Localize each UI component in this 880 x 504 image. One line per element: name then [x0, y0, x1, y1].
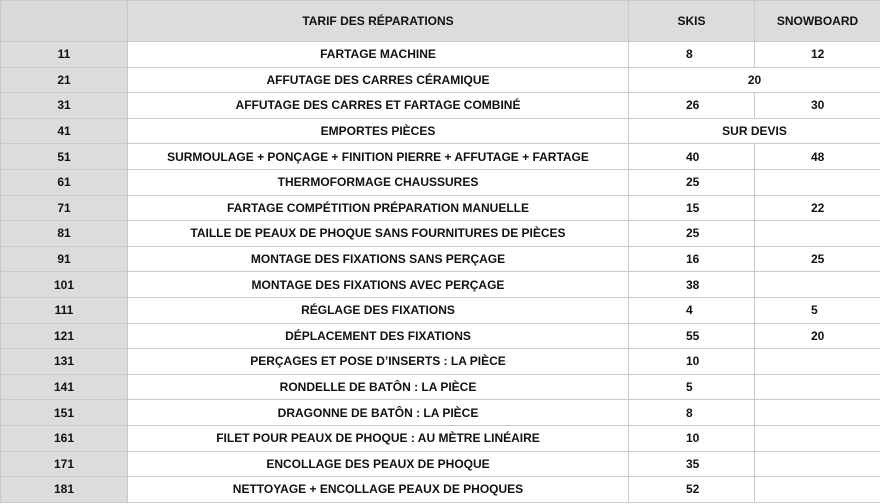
price-snowboard: [755, 451, 880, 477]
price-skis: 52: [629, 477, 755, 503]
row-number: 161: [1, 425, 128, 451]
price-snowboard: 5: [755, 297, 880, 323]
service-name: DRAGONNE DE BATÔN : LA PIÈCE: [128, 400, 629, 426]
price-snowboard: 22: [755, 195, 880, 221]
service-name: DÉPLACEMENT DES FIXATIONS: [128, 323, 629, 349]
service-name: AFFUTAGE DES CARRES CÉRAMIQUE: [128, 67, 629, 93]
service-name: RÉGLAGE DES FIXATIONS: [128, 297, 629, 323]
price-skis: 10: [629, 349, 755, 375]
row-number: 31: [1, 93, 128, 119]
table-row: [1, 42, 880, 68]
price-skis: 55: [629, 323, 755, 349]
table-row: [1, 195, 880, 221]
table-row: [1, 93, 880, 119]
row-number: 71: [1, 195, 128, 221]
service-name: AFFUTAGE DES CARRES ET FARTAGE COMBINÉ: [128, 93, 629, 119]
service-name: PERÇAGES ET POSE D’INSERTS : LA PIÈCE: [128, 349, 629, 375]
row-number: 41: [1, 118, 128, 144]
price-skis: 16: [629, 246, 755, 272]
row-number: 11: [1, 42, 128, 68]
row-number: 81: [1, 221, 128, 247]
price-snowboard: 20: [755, 323, 880, 349]
service-name: RONDELLE DE BATÔN : LA PIÈCE: [128, 374, 629, 400]
table-row: [1, 477, 880, 503]
row-number: 101: [1, 272, 128, 298]
table-row: [1, 221, 880, 247]
service-name: FILET POUR PEAUX DE PHOQUE : AU MÈTRE LINÉAIRE: [128, 425, 629, 451]
service-name: FARTAGE COMPÉTITION PRÉPARATION MANUELLE: [128, 195, 629, 221]
price-skis: 35: [629, 451, 755, 477]
table-row: [1, 451, 880, 477]
price-snowboard: [755, 272, 880, 298]
price-skis: 26: [629, 93, 755, 119]
service-name: THERMOFORMAGE CHAUSSURES: [128, 169, 629, 195]
row-number: 151: [1, 400, 128, 426]
row-number: 51: [1, 144, 128, 170]
price-snowboard: 12: [755, 42, 880, 68]
header-title: TARIF DES RÉPARATIONS: [128, 1, 629, 42]
price-skis: 4: [629, 297, 755, 323]
price-skis: 25: [629, 169, 755, 195]
price-snowboard: [755, 374, 880, 400]
row-number: 131: [1, 349, 128, 375]
price-skis: 15: [629, 195, 755, 221]
price-snowboard: [755, 169, 880, 195]
price-skis: 25: [629, 221, 755, 247]
service-name: EMPORTES PIÈCES: [128, 118, 629, 144]
price-snowboard: 48: [755, 144, 880, 170]
price-snowboard: [755, 349, 880, 375]
price-snowboard: [755, 400, 880, 426]
table-body: [1, 42, 880, 503]
row-number: 141: [1, 374, 128, 400]
service-name: SURMOULAGE + PONÇAGE + FINITION PIERRE + AFFUTAGE + FARTAGE: [128, 144, 629, 170]
price-skis: 40: [629, 144, 755, 170]
service-name: MONTAGE DES FIXATIONS SANS PERÇAGE: [128, 246, 629, 272]
price-snowboard: [755, 425, 880, 451]
row-number: 181: [1, 477, 128, 503]
row-number: 121: [1, 323, 128, 349]
header-corner-cell: [1, 1, 128, 42]
header-row: [1, 1, 880, 42]
service-name: TAILLE DE PEAUX DE PHOQUE SANS FOURNITURES DE PIÈCES: [128, 221, 629, 247]
table-row: [1, 169, 880, 195]
table-row: [1, 297, 880, 323]
table-row: [1, 272, 880, 298]
service-name: MONTAGE DES FIXATIONS AVEC PERÇAGE: [128, 272, 629, 298]
table-row: [1, 246, 880, 272]
price-skis: 8: [629, 400, 755, 426]
row-number: 21: [1, 67, 128, 93]
price-both: 20: [629, 67, 880, 93]
header-snowboard: SNOWBOARD: [755, 1, 880, 42]
row-number: 91: [1, 246, 128, 272]
table-row: [1, 323, 880, 349]
header-skis: SKIS: [629, 1, 755, 42]
price-both: SUR DEVIS: [629, 118, 880, 144]
price-snowboard: 30: [755, 93, 880, 119]
service-name: ENCOLLAGE DES PEAUX DE PHOQUE: [128, 451, 629, 477]
table-row: [1, 144, 880, 170]
table-row: [1, 400, 880, 426]
table-row: [1, 67, 880, 93]
table-row: [1, 374, 880, 400]
price-skis: 38: [629, 272, 755, 298]
price-skis: 8: [629, 42, 755, 68]
table-row: [1, 425, 880, 451]
service-name: NETTOYAGE + ENCOLLAGE PEAUX DE PHOQUES: [128, 477, 629, 503]
service-name: FARTAGE MACHINE: [128, 42, 629, 68]
row-number: 61: [1, 169, 128, 195]
row-number: 111: [1, 297, 128, 323]
table-header: [1, 1, 880, 42]
price-skis: 10: [629, 425, 755, 451]
price-snowboard: [755, 221, 880, 247]
table-row: [1, 118, 880, 144]
price-snowboard: [755, 477, 880, 503]
row-number: 171: [1, 451, 128, 477]
price-skis: 5: [629, 374, 755, 400]
price-snowboard: 25: [755, 246, 880, 272]
table-row: [1, 349, 880, 375]
